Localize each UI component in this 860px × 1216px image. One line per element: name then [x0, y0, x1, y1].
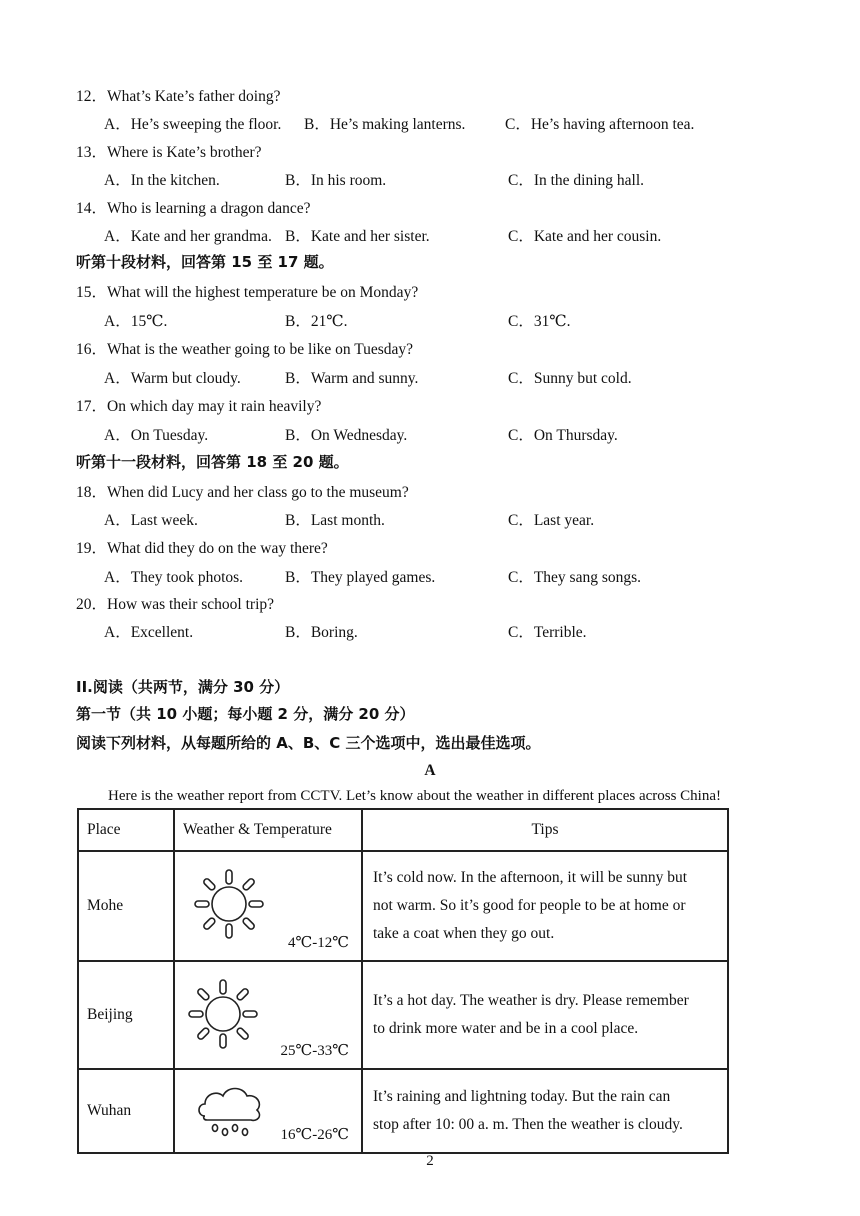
question-12: 12．What’s Kate’s father doing? [76, 88, 281, 105]
option-18b: B．Last month. [285, 512, 385, 529]
section-11-heading: 听第十一段材料，回答第 18 至 20 题。 [76, 453, 349, 471]
option-12a: A．He’s sweeping the floor. [104, 116, 282, 133]
passage-intro: Here is the weather report from CCTV. Let’s know about the weather in different places across China! [108, 788, 722, 804]
temperature-range: 16℃-26℃ [280, 1127, 349, 1143]
option-20c: C．Terrible. [508, 624, 587, 641]
option-12c: C．He’s having afternoon tea. [505, 116, 695, 133]
tip-line: stop after 10: 00 a. m. Then the weather is cloudy. [373, 1116, 683, 1133]
option-12b: B．He’s making lanterns. [304, 116, 466, 133]
option-14b: B．Kate and her sister. [285, 228, 430, 245]
option-14a: A．Kate and her grandma. [104, 228, 272, 245]
weather-cell [174, 1069, 362, 1153]
weather-cell [174, 961, 362, 1069]
place-cell: Wuhan [78, 1069, 174, 1153]
weather-table [77, 808, 729, 1154]
tip-line: It’s a hot day. The weather is dry. Please remember [373, 992, 689, 1009]
option-15b: B．21℃. [285, 313, 348, 330]
option-19a: A．They took photos. [104, 569, 244, 586]
question-20: 20．How was their school trip? [76, 596, 275, 613]
option-19b: B．They played games. [285, 569, 436, 586]
question-13: 13．Where is Kate’s brother? [76, 144, 262, 161]
section-10-heading: 听第十段材料，回答第 15 至 17 题。 [76, 253, 334, 271]
header-tips: Tips [362, 809, 728, 851]
option-15a: A．15℃. [104, 313, 168, 330]
passage-letter: A [424, 762, 436, 779]
tips-cell [362, 1069, 728, 1153]
option-13b: B．In his room. [285, 172, 387, 189]
table-row [78, 1069, 728, 1153]
tip-line: not warm. So it’s good for people to be at home or [373, 897, 686, 914]
table-row [78, 961, 728, 1069]
option-15c: C．31℃. [508, 313, 571, 330]
temperature-range: 4℃-12℃ [287, 935, 349, 951]
tip-line: It’s raining and lightning today. But the rain can [373, 1088, 671, 1105]
header-weather: Weather & Temperature [174, 809, 362, 851]
option-18c: C．Last year. [508, 512, 595, 529]
option-17c: C．On Thursday. [508, 427, 618, 444]
table-row [78, 851, 728, 961]
option-16a: A．Warm but cloudy. [104, 370, 241, 387]
option-13c: C．In the dining hall. [508, 172, 645, 189]
question-17: 17．On which day may it rain heavily? [76, 398, 322, 415]
option-17a: A．On Tuesday. [104, 427, 209, 444]
option-18a: A．Last week. [104, 512, 198, 529]
place-cell: Mohe [78, 851, 174, 961]
place-cell: Beijing [78, 961, 174, 1069]
tip-line: It’s cold now. In the afternoon, it will be sunny but [373, 869, 688, 886]
option-20a: A．Excellent. [104, 624, 194, 641]
header-place: Place [78, 809, 174, 851]
tip-line: to drink more water and be in a cool place. [373, 1020, 639, 1037]
tips-cell [362, 851, 728, 961]
page-number: 2 [426, 1153, 434, 1169]
question-18: 18．When did Lucy and her class go to the museum? [76, 484, 409, 501]
section-1-title: 第一节（共 10 小题；每小题 2 分，满分 20 分） [76, 705, 415, 723]
option-16b: B．Warm and sunny. [285, 370, 419, 387]
option-20b: B．Boring. [285, 624, 358, 641]
part-2-title: II.阅读（共两节，满分 30 分） [76, 678, 290, 696]
question-16: 16．What is the weather going to be like on Tuesday? [76, 341, 414, 358]
option-13a: A．In the kitchen. [104, 172, 220, 189]
reading-instruction: 阅读下列材料，从每题所给的 A、B、C 三个选项中，选出最佳选项。 [76, 734, 541, 752]
question-15: 15．What will the highest temperature be on Monday? [76, 284, 419, 301]
sun-icon [187, 862, 271, 946]
table-header-row [78, 809, 728, 851]
option-19c: C．They sang songs. [508, 569, 642, 586]
weather-cell [174, 851, 362, 961]
rain-cloud-icon [195, 1082, 265, 1144]
tips-cell [362, 961, 728, 1069]
option-17b: B．On Wednesday. [285, 427, 408, 444]
question-19: 19．What did they do on the way there? [76, 540, 328, 557]
sun-icon [181, 972, 265, 1056]
tip-line: take a coat when they go out. [373, 925, 555, 942]
option-14c: C．Kate and her cousin. [508, 228, 662, 245]
temperature-range: 25℃-33℃ [280, 1043, 349, 1059]
question-14: 14．Who is learning a dragon dance? [76, 200, 311, 217]
option-16c: C．Sunny but cold. [508, 370, 632, 387]
